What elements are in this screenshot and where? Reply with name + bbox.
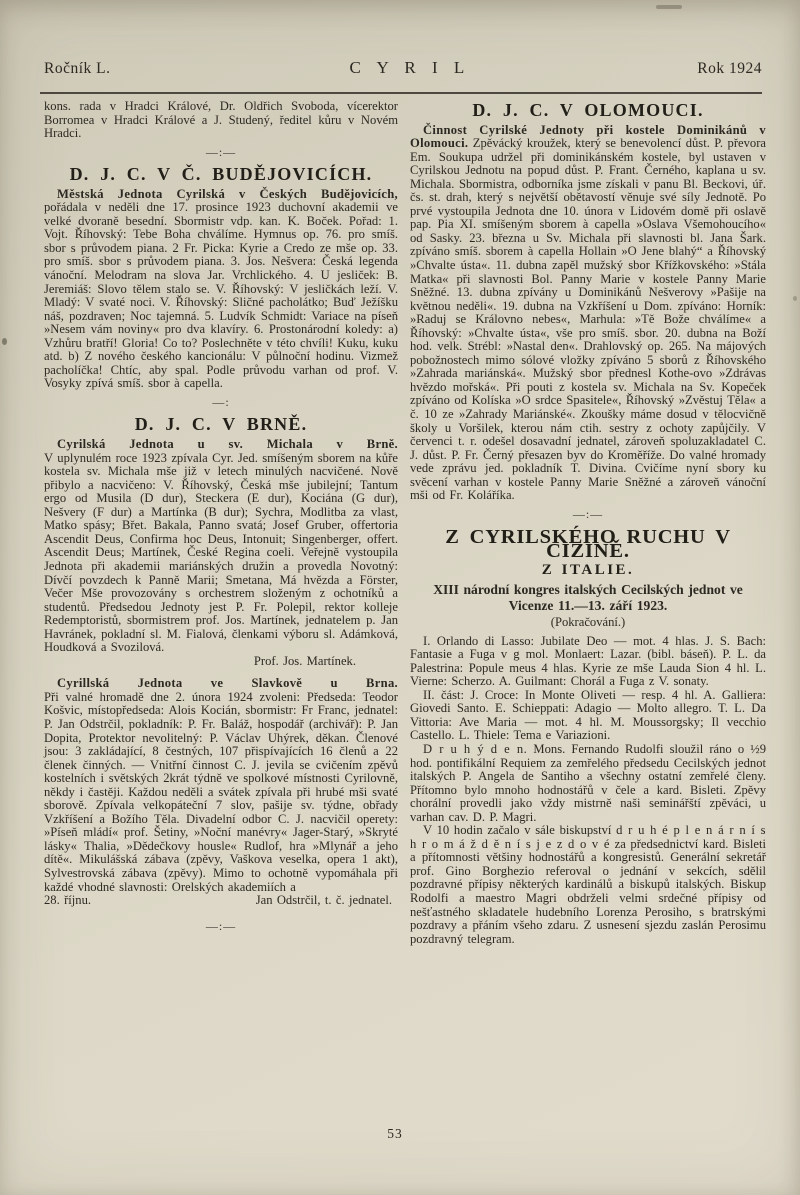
kongres-title: XIII národní kongres italských Cecilských jednot ve Vicenze 11.—13. září 1923. [433,582,743,613]
brno-paragraph: V uplynulém roce 1923 zpívala Cyr. Jed. smíšeným sborem na kůře kostela sv. Michala mše již v letech minulých nacvičené. Nově přibylo a nacvičeno: V. Říhovský, Česká mše jubilejní; Tantum ergo od Musila (D dur), Steckera (E dur), Kociána (G dur), Nešvery (F dur) a Martínka (B dur); Sychra, Modlitba za vlast, Matko spásy; Břet. Bakala, Panno svatá; Josef Gruber, offertoria Ascendit Deus, Confirma hoc Deus, Intonuit; Singenberger, offert. Ascendit Deus; Martínek, České Regina coeli. Veřejně vystoupila Jednota při akademii mariánských družin a provedla Novotný: Dívčí povzdech k Panně Marii; Smetana, Má hvězda a Förster, Večer Mše provozovány s orchestrem složeným z ochotníků a studentů. Předsedou Jednoty jest P. Fr. Polepil, rektor kolleje Redemptoristů, sbormistrem prof. Jos. Martínek, jednatelem p. Jan Havránek, pokladní sl. M. Fialová, členkami výboru sl. Adámková, Houdková a Svozilová. [44,450,398,655]
section-divider: —:— [205,144,237,159]
italie-paragraph-4-pre: V 10 hodin začalo v sále biskupství [423,823,617,838]
carryover-paragraph: kons. rada v Hradci Králové, Dr. Oldřich Svoboda, vícerektor Borromea v Hradci Králové a J. Studený, ředitel kůru v Novém Hradci. [44,99,398,141]
budejovice-lead: Městská Jednota Cyrilská v Českých Budějovicích, [57,186,398,201]
section-heading-olomouc: D. J. C. V OLOMOUCI. [472,100,704,120]
year-label: Rok 1924 [697,60,762,77]
slavkov-date: 28. říjnu. [44,893,92,908]
left-column [44,100,398,937]
scan-speck [793,296,797,301]
italie-paragraph-4-post: za předsednictví kard. Bisleti a přítomnosti většiny hodnostářů a kongresistů. Generální sekretář prof. Gino Borghezio referoval o jednání v sekcích, sdělil pozdravné přípisy některých kardinálů a biskupů italských. Biskup Rodolfi a maestro Magri obdrželi velmi srdečné přípisy od nešťastného skladatele hudebního Lorenza Perosiho, s bratrskými pozdravy a přáním všeho zdaru. Z usnesení sjezdu zaslán Perosimu pozdravný telegram. [410,836,766,946]
page-number: 53 [387,1126,403,1141]
section-heading-brno: D. J. C. V BRNĚ. [134,414,308,435]
druhy-den-emphasis: D r u h ý d e n. [423,741,528,756]
brno-signature: Prof. Jos. Martínek. [253,653,356,668]
section-heading-cizina: Z CYRILSKÉHO RUCHU V CIZINĚ. [445,526,731,562]
right-column [410,100,766,946]
budejovice-paragraph [44,188,398,391]
brno-lead: Cyrilská Jednota u sv. Michala v Brně. [57,437,398,452]
italie-paragraph-3 [410,743,766,824]
budejovice-body: pořádala v neděli dne 17. prosince 1923 duchovní akademii ve velké dvoraně besední. Sbormistr vdp. kan. K. Boček. Pořad: 1. Vojt. Říhovský: Tebe Boha chválíme. Hymnus op. 76. pro smíš. sbor s průvodem piana. 2 Fr. Picka: Kyrie a Credo ze mše op. 33. pro smíš. sbor s průvodem piana. 3. Jos. Nešvera: Česká legenda vánoční. Melodram na slova Jar. Vrchlického. 4. U jesliček: B. Jeremiáš: Slovo tělem stalo se. V. Říhovský: V jesličkách leží. V. Mladý: V svaté noci. V. Říhovský: Sličné pacholátko; Buď Ježíšku náš, pozdraven; Noc tajemná. 5. Ludvík Schmidt: Variace na píseň »Nesem vám noviny« pro dva klavíry. 6. Prostonárodní koledy: a) Vzhůru bratří! Gloria! Co to? Poslechněte v této chvíli! Kuku, kuku atd. b) Z nového českého kancionálu: V půlnoční hodinu. Vizmež pacholíčka! Chtíc, aby spal. Podle průvodu varhan od prof. V. Vosyky zpívá smíš. sbor à capella. [44,200,398,391]
olomouc-paragraph [410,124,766,503]
italie-paragraph-1: I. Orlando di Lasso: Jubilate Deo — mot. 4 hlas. J. S. Bach: Fantasie a Fuga v g mol. Monlaert: Lazar. (bibl. báseň). P. L. da Palestrina: Popule meus 4 hlas. Kyrie ze mše Lauda Sion 4 hl. L. Vierne: Scherzo. A. Guilmant: Chorál a Fuga z V. sonaty. [410,633,766,689]
italie-paragraph-4 [410,824,766,946]
section-divider: —:— [572,506,604,521]
italie-paragraph-2: II. část: J. Croce: In Monte Oliveti — resp. 4 hl. A. Galliera: Giovedi Santo. E. Schieppati: Adagio — Molto allegro. T. L. Da Vittoria: Ave Maria — mot. 4 hl. M. Moussorgsky; Il vecchio Castello. L. Thiele: Tema e Variazioni. [410,687,766,743]
masthead [44,58,762,78]
slavkov-signature-row [44,894,392,908]
slavkov-lead: Cyrillská Jednota ve Slavkově u Brna. [57,676,398,691]
subheading-italie: Z ITALIE. [541,561,635,578]
section-divider: —:— [205,918,237,933]
scan-speck [2,338,7,345]
plenarni-emphasis: d r u h é p l e n á r n í s h r o m á ž d ě n í s j e z d o v é [410,823,766,851]
section-heading-budejovice: D. J. C. V Č. BUDĚJOVICÍCH. [69,164,373,185]
continuation-note: (Pokračování.) [550,615,626,630]
slavkov-signature: Jan Odstrčil, t. č. jednatel. [255,893,392,908]
italie-paragraph-3-body: Mons. Fernando Rudolfi sloužil ráno o ½9 hod. pontifikální Requiem za zemřelého předsedu Cecilských jednot italských P. Angela de Santiho a všechny ostatní zemřelé členy. Přítomno bylo mnoho hodnostářů v čele a kard. Bisleti. Zpěvy chorální provedli jako vždy mistrně naši seminářští zpěváci, u varhan cav. D. P. Magri. [410,741,766,824]
olomouc-lead: Činnost Cyrilské Jednoty při kostele Dominikánů v Olomouci. [410,122,766,151]
journal-title: C Y R I L [349,58,471,77]
volume-label: Ročník L. [44,60,111,77]
slavkov-paragraph: Při valné hromadě dne 2. února 1924 zvoleni: Předseda: Teodor Košvic, místopředseda: Alois Kocián, sbormistr: Fr Franc, jednatel: P. Jan Odstrčil, pokladník: P. Fr. Baláž, hospodář (archivář): P. Jan Dopita, Protektor nevolitelný: P. Václav Uhýrek, děkan. Členové jsou: 3 zakládající, 8 čestných, 107 přispívajících 16 členů a 22 členek činných. — Vnitřní činnost C. J. jevila se cvičením zpěvů kostelních i světských 2krát týdně ve spolkové místnosti Cyrilovně, někdy i častěji. Každou neděli a svátek zpívala při hrubé mši svaté sborově. Zpívala velkopáteční 7 slov, pašije sv. týdne, obřady Vzkříšení a Božího Těla. Divadelní odbor C. J. nacvičil operety: »Píseň mládí« prof. Šetiny, »Noční manévry« Jager-Starý, »Skryté lásky« Thalia, »Dědečkovy housle« Rudlof, hra »Mlynář a jeho dítě«. Mikulášská zábava (zpěvy, Vaškova veselka, opera 1 akt), Sylvestrovská zábava (zpěvy). Mimo to ochotně vypomáhala při každé vhodné slavnosti: Orelských akademiích a [44,689,398,894]
header-rule [40,92,762,94]
olomouc-body: Zpěvácký kroužek, který se benevolencí důst. P. převora Em. Soukupa udržel při dominikánském kostele, byl ustaven v Cyrilskou Jednotu na popud důst. P. Frant. Černého, kaplana u sv. Michala. Sbormistra, odborníka jsme získali v panu Bl. Beckovi, úř. čs. st. drah, který s největší obětavostí věnuje své síly Jednotě. Po prvé vystoupila Jednota dne 10. února v Lidovém domě při oslavě pap. Pia XI. smíšeným sborem à capella »Oslava Všemohoucího« od Sasky. 23. března u Sv. Michala při slavnosti bl. Jana Šark. zpíváno smíš. sborem à capella Hollain »O Jene blahý“ a Říhovský »Chvalte ústa«. 11. dubna zapěl mužský sbor Křížkovského: »Stála Matka« při slavnosti Bol. Panny Marie v kostele Panny Marie Sněžné. 13. dubna zpívány u Dominikánů Nešverovy »Pašije na květnou neděli«. 19. dubna na Vzkříšení u Dom. zpíváno: Horník: »Raduj se Královno nebes«, Marhula: »Tě Bože chválíme« a Říhovský: »Chvalte ústa«, vše pro smíš. sbor. 20. dubna na Boží hod. velk. Strébl: »Nastal den«. Drahlovský op. 265. Na májových pobožnostech mimo sólové vložky zpíváno 5 sborů z Říhovského »Zahrada mariánská«. Mužský sbor přednesl Kothe-ovo »Zdrávas hvězdo mořská«. Při pouti z kostela sv. Michala na Sv. Kopeček zpíváno od Kolíska »O srdce Spasitele«, Říhovský »Zvěstuj Těla« a č. 10 ze »Zahrady Mariánské«. Zkoušky máme dosud v tělocvičně školy u Voršilek, kterou nám ctih. sestry z ochoty zapůjčily. V červenci t. r. odešel dosavadní jednatel, zároveň spoluzakladatel C. J. důst. P. Fr. Černý přesazen byv do Kroměříže. Do valné hromady vede zprávu jed. pokladník T. Divina. Cvičíme nyní sbory ku svěcení varhan v kostele Panny Marie Sněžné a zároveň vánoční mši od Fr. Koláříka. [410,136,766,503]
section-divider: —: [212,394,230,409]
scan-speck [656,5,682,9]
